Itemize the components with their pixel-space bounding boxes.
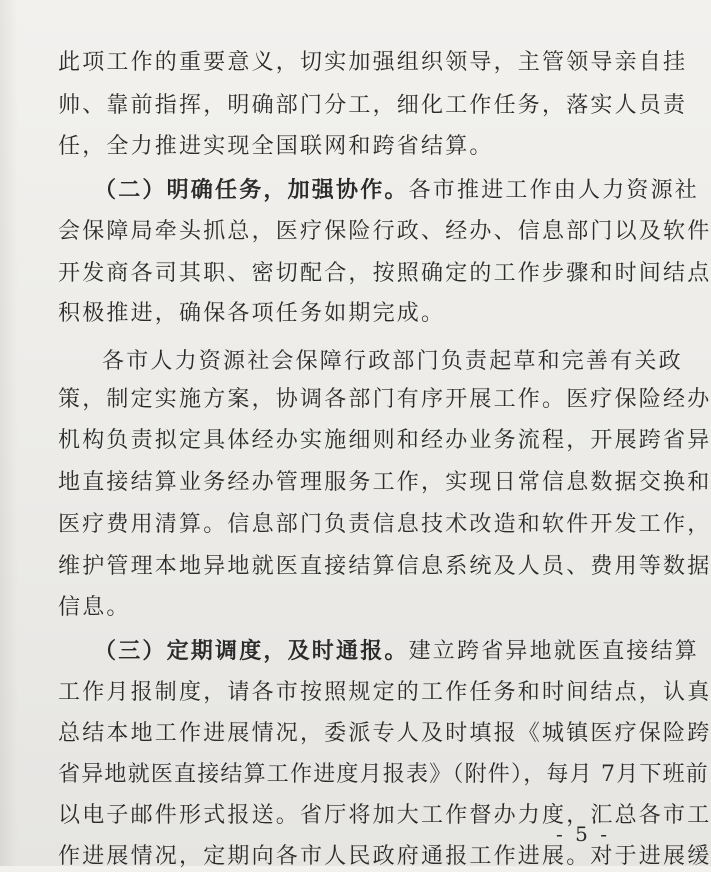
section-heading-line: （二）明确任务，加强协作。各市推进工作由人力资源社 [94, 177, 700, 203]
page-edge-shadow [0, 0, 18, 866]
text-line: 作进展情况，定期向各市人民政府通报工作进展。对于进展缓 [58, 844, 711, 869]
page-number: - 5 - [556, 822, 610, 846]
text-line: 机构负责拟定具体经办实施细则和经办业务流程，开展跨省异 [58, 428, 711, 453]
text-line: 此项工作的重要意义，切实加强组织领导，主管领导亲自挂 [58, 50, 688, 75]
text-line: 帅、靠前指挥，明确部门分工，细化工作任务，落实人员责 [58, 93, 688, 118]
section-heading: （三）定期调度，及时通报。 [94, 638, 409, 664]
text-line: 信息。 [58, 595, 131, 620]
text-line: 策，制定实施方案，协调各部门有序开展工作。医疗保险经办 [58, 387, 711, 412]
text-line: 总结本地工作进展情况，委派专人及时填报《城镇医疗保险跨 [58, 721, 711, 746]
text-line: 积极推进，确保各项任务如期完成。 [58, 301, 446, 326]
text-line: 各市人力资源社会保障行政部门负责起草和完善有关政 [102, 349, 683, 374]
text-line: 以电子邮件形式报送。省厅将加大工作督办力度，汇总各市工 [58, 803, 711, 828]
section-heading-line: （三）定期调度，及时通报。建立跨省异地就医直接结算 [94, 638, 700, 664]
text-line: 工作月报制度，请各市按照规定的工作任务和时间结点，认真 [58, 680, 711, 705]
text-line: 开发商各司其职、密切配合，按照确定的工作步骤和时间结点 [58, 261, 711, 286]
text-line: 会保障局牵头抓总，医疗保险行政、经办、信息部门以及软件 [58, 219, 711, 244]
section-heading: （二）明确任务，加强协作。 [94, 177, 409, 203]
text-line: 任，全力推进实现全国联网和跨省结算。 [58, 134, 494, 159]
text-line: 医疗费用清算。信息部门负责信息技术改造和软件开发工作， [58, 512, 711, 537]
text-line: 地直接结算业务经办管理服务工作，实现日常信息数据交换和 [58, 470, 711, 495]
text-line: 省异地就医直接结算工作进度月报表》（附件），每月 7月下班前 [58, 762, 709, 787]
text-line: 维护管理本地异地就医直接结算信息系统及人员、费用等数据 [58, 554, 711, 579]
